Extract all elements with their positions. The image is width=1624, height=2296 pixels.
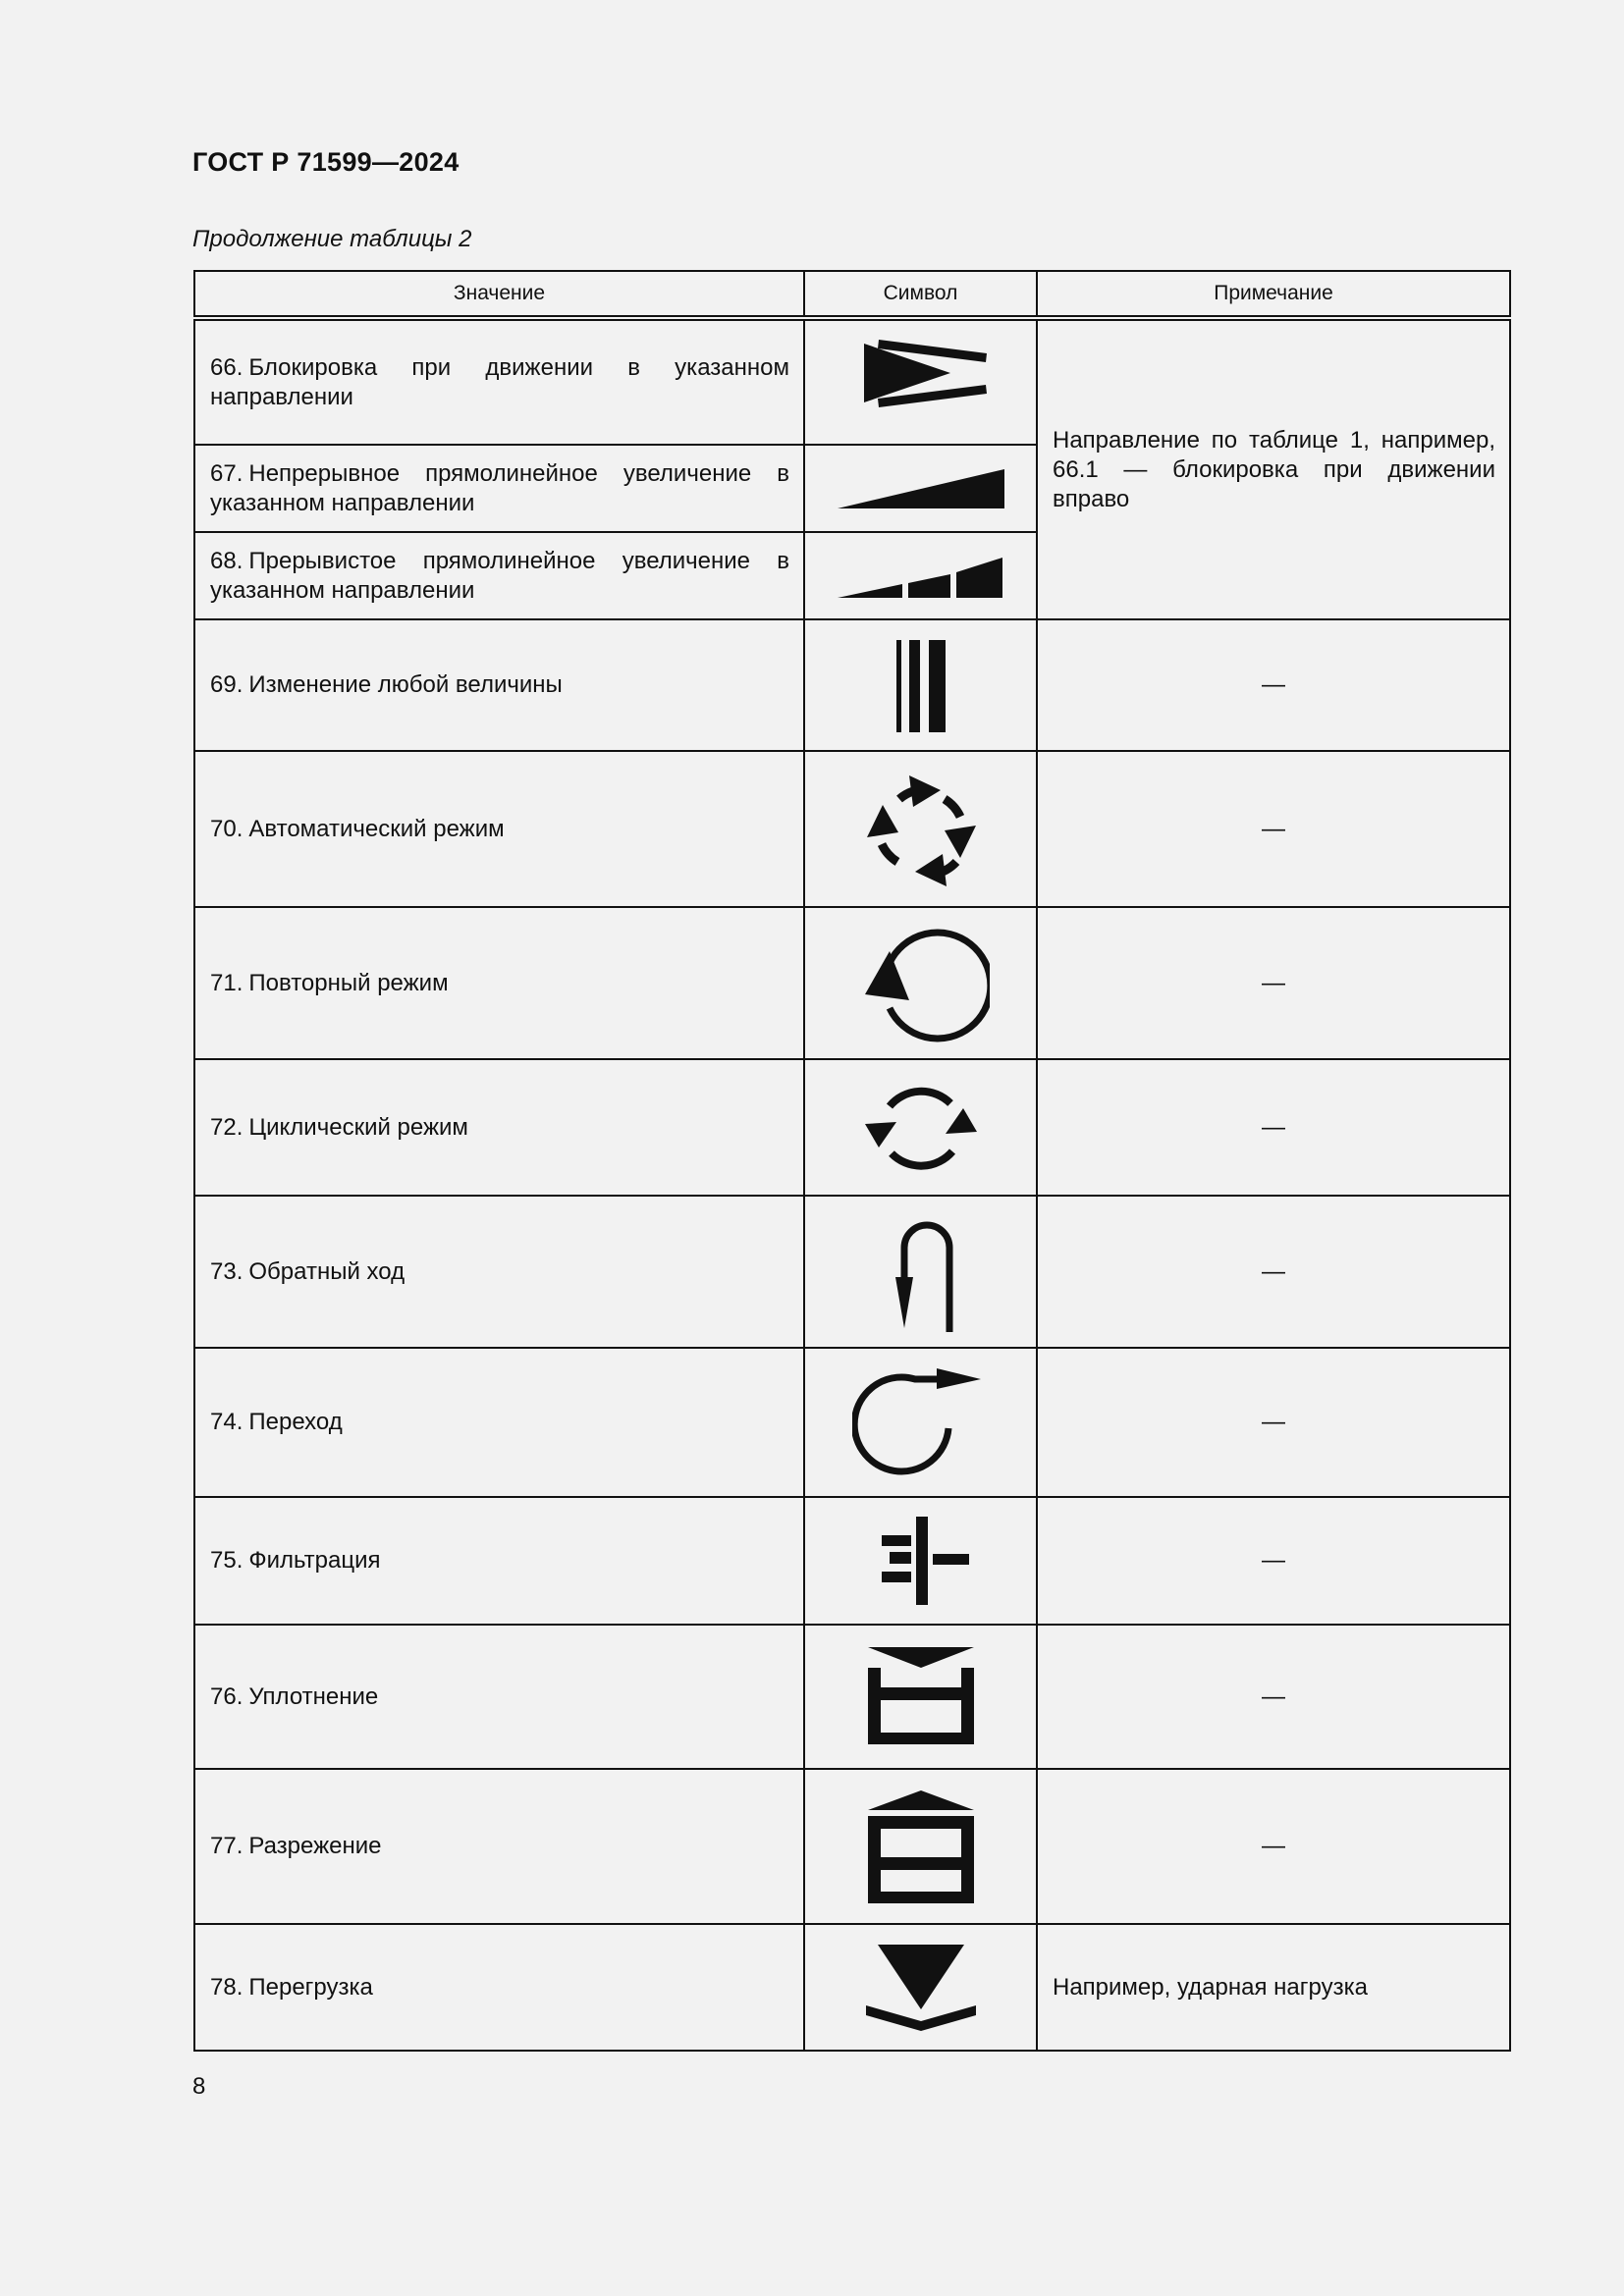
meaning-cell: 66. Блокировка при движении в указанном направлении [194, 318, 804, 445]
symbol-cell [804, 445, 1037, 532]
meaning-cell: 70. Автоматический режим [194, 751, 804, 907]
rarefaction-icon [852, 1781, 990, 1913]
note-cell: — [1037, 1348, 1510, 1497]
note-cell: — [1037, 1196, 1510, 1348]
meaning-cell: 71. Повторный режим [194, 907, 804, 1059]
note-cell: — [1037, 1497, 1510, 1625]
meaning-cell: 73. Обратный ход [194, 1196, 804, 1348]
meaning-cell: 76. Уплотнение [194, 1625, 804, 1769]
merged-note-cell: Направление по таблице 1, например, 66.1 — блокировка при движении вправо [1037, 318, 1510, 619]
note-cell: Например, ударная нагрузка [1037, 1924, 1510, 2051]
column-header-meaning: Значение [194, 271, 804, 318]
column-header-symbol: Символ [804, 271, 1037, 318]
cyclic-mode-icon [852, 1069, 990, 1187]
symbols-table [193, 270, 1511, 2052]
transition-icon [852, 1359, 990, 1486]
meaning-cell: 74. Переход [194, 1348, 804, 1497]
note-cell: — [1037, 907, 1510, 1059]
note-cell: — [1037, 619, 1510, 751]
meaning-cell: 77. Разрежение [194, 1769, 804, 1924]
meaning-cell: 67. Непрерывное прямолинейное увеличение в указанном направлении [194, 445, 804, 532]
symbol-cell [804, 318, 1037, 445]
continuous-increase-icon [833, 464, 1009, 513]
symbol-cell [804, 532, 1037, 619]
automatic-mode-icon [852, 766, 990, 893]
table-row [194, 1769, 1510, 1924]
stepwise-increase-icon [833, 552, 1009, 601]
symbol-cell [804, 1348, 1037, 1497]
table-row [194, 751, 1510, 907]
meaning-cell: 72. Циклический режим [194, 1059, 804, 1196]
symbol-cell [804, 1059, 1037, 1196]
table-row [194, 1924, 1510, 2051]
note-cell: — [1037, 1059, 1510, 1196]
overload-icon [852, 1939, 990, 2037]
symbol-cell [804, 751, 1037, 907]
note-cell: — [1037, 751, 1510, 907]
table-row [194, 1348, 1510, 1497]
variation-icon [882, 636, 960, 734]
table-caption: Продолжение таблицы 2 [192, 226, 472, 252]
symbol-cell [804, 1196, 1037, 1348]
symbol-cell [804, 1924, 1037, 2051]
symbol-cell [804, 1497, 1037, 1625]
symbol-cell [804, 1625, 1037, 1769]
table-row [194, 1059, 1510, 1196]
return-motion-icon [872, 1208, 970, 1336]
symbol-cell [804, 1769, 1037, 1924]
table-header-row [194, 271, 1510, 318]
filtration-icon [862, 1512, 980, 1610]
blocking-direction-icon [847, 334, 995, 432]
page-number: 8 [192, 2073, 206, 2100]
table-row [194, 619, 1510, 751]
meaning-cell: 69. Изменение любой величины [194, 619, 804, 751]
compaction-icon [852, 1635, 990, 1758]
repeat-mode-icon [852, 920, 990, 1047]
symbol-cell [804, 907, 1037, 1059]
note-cell: — [1037, 1625, 1510, 1769]
meaning-cell: 75. Фильтрация [194, 1497, 804, 1625]
meaning-cell: 78. Перегрузка [194, 1924, 804, 2051]
symbol-cell [804, 619, 1037, 751]
standard-designation: ГОСТ Р 71599—2024 [192, 147, 460, 177]
note-cell: — [1037, 1769, 1510, 1924]
column-header-note: Примечание [1037, 271, 1510, 318]
table-row [194, 1497, 1510, 1625]
meaning-cell: 68. Прерывистое прямолинейное увеличение в указанном направлении [194, 532, 804, 619]
table-row [194, 907, 1510, 1059]
table-row [194, 1196, 1510, 1348]
table-row [194, 1625, 1510, 1769]
table-row [194, 318, 1510, 445]
